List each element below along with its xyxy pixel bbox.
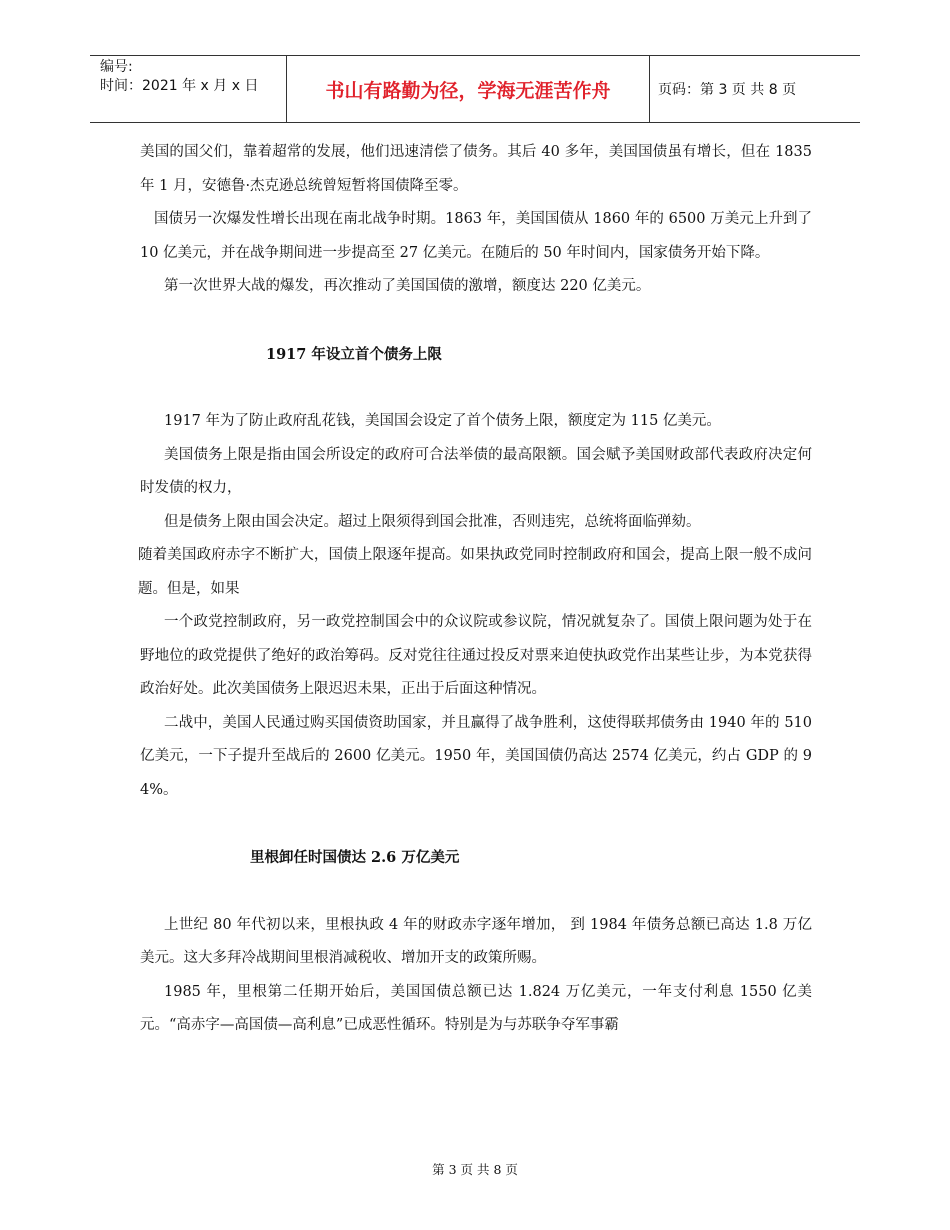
paragraph: 美国的国父们，靠着超常的发展，他们迅速清偿了债务。其后 40 多年，美国国债虽有增长，但在 1835 年 1 月，安德鲁·杰克逊总统曾短暂将国债降至零。	[140, 144, 812, 194]
document-number-label: 编号:	[100, 59, 133, 75]
paragraph: 美国债务上限是指由国会所设定的政府可合法举债的最高限额。国会赋予美国财政部代表政府决定何时发债的权力，	[140, 446, 812, 496]
paragraph: 随着美国政府赤字不断扩大，国债上限逐年提高。如果执政党同时控制政府和国会，提高上限一般不成问题。但是，如果	[138, 547, 812, 597]
section-heading: 1917 年设立首个债务上限	[266, 345, 442, 363]
paragraph: 二战中，美国人民通过购买国债资助国家，并且赢得了战争胜利，这使得联邦债务由 1940 年的 510 亿美元，一下子提升至战后的 2600 亿美元。1950 年，美国国债仍高达 2574 亿美元，约占 GDP 的 94%。	[140, 714, 812, 798]
document-body	[140, 136, 812, 1043]
document-time-label: 时间：2021 年 x 月 x 日	[100, 78, 259, 94]
paragraph: 上世纪 80 年代初以来，里根执政 4 年的财政赤字逐年增加， 到 1984 年债务总额已高达 1.8 万亿美元。这大多拜冷战期间里根消减税收、增加开支的政策所赐。	[140, 916, 812, 966]
paragraph: 1985 年，里根第二任期开始后，美国国债总额已达 1.824 万亿美元，一年支付利息 1550 亿美元。“高赤字—高国债—高利息”已成恶性循环。特别是为与苏联争夺军事霸	[140, 983, 812, 1033]
page-footer: 第 3 页 共 8 页	[432, 1162, 518, 1177]
paragraph: 1917 年为了防止政府乱花钱，美国国会设定了首个债务上限，额度定为 115 亿美元。	[164, 413, 721, 429]
paragraph: 国债另一次爆发性增长出现在南北战争时期。1863 年，美国国债从 1860 年的 6500 万美元上升到了 10 亿美元，并在战争期间进一步提高至 27 亿美元。在随后的 50 年时间内，国家债务开始下降。	[140, 211, 812, 261]
header-meta	[90, 56, 286, 122]
paragraph: 但是债务上限由国会决定。超过上限须得到国会批准，否则违宪，总统将面临弹劾。	[164, 513, 701, 530]
page-header	[90, 55, 860, 123]
paragraph: 一个政党控制政府，另一政党控制国会中的众议院或参议院，情况就复杂了。国债上限问题为处于在野地位的政党提供了绝好的政治筹码。反对党往往通过投反对票来迫使执政党作出某些让步，为本党获得政治好处。此次美国债务上限迟迟未果，正出于后面这种情况。	[140, 614, 812, 697]
header-motto: 书山有路勤为径，学海无涯苦作舟	[286, 56, 650, 122]
paragraph: 第一次世界大战的爆发，再次推动了美国国债的激增，额度达 220 亿美元。	[164, 278, 651, 294]
header-page-info: 页码：第 3 页 共 8 页	[658, 82, 797, 98]
section-heading: 里根卸任时国债达 2.6 万亿美元	[250, 849, 460, 866]
